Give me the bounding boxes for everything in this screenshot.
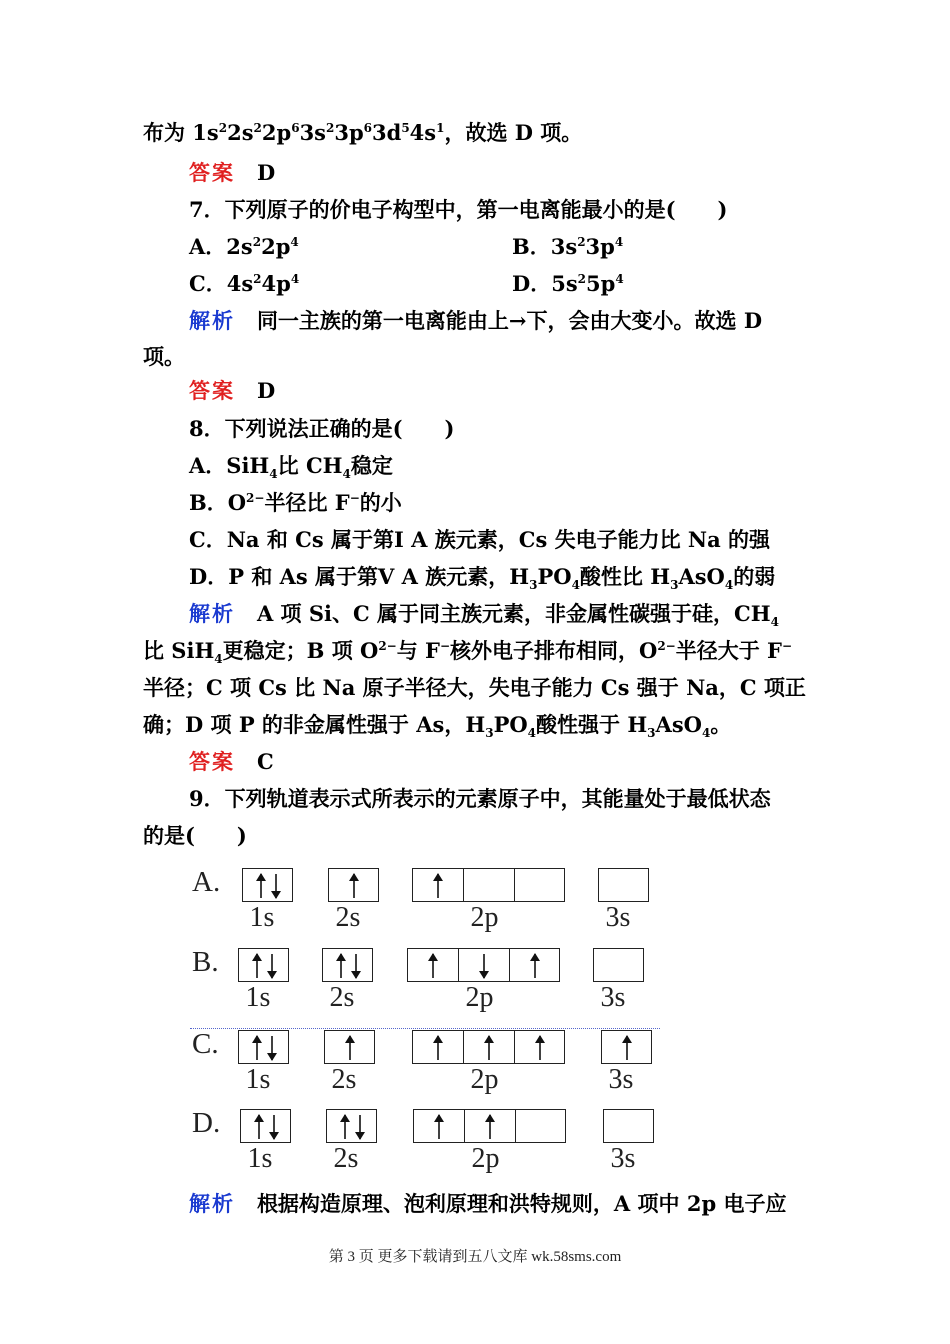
orbital-cell <box>413 869 464 901</box>
electron-up-arrow-icon <box>534 1034 546 1062</box>
orbital-name-3s: 3s <box>600 982 626 1013</box>
electron-up-arrow-icon <box>621 1034 633 1062</box>
electron-down-arrow-icon <box>268 1113 280 1141</box>
orbital-box-1s <box>242 868 293 902</box>
orbital-box-3s <box>601 1030 652 1064</box>
electron-up-arrow-icon <box>253 1113 265 1141</box>
orbital-cell <box>515 869 566 901</box>
orbital-name-2s: 2s <box>333 1143 359 1174</box>
text-line-config: 布为 $1s^22s^22p^63s^23p^63d^54s^1$，故选 D 项。 <box>143 120 583 145</box>
orbital-cell <box>464 1031 515 1063</box>
orbital-cell <box>594 949 645 981</box>
answer-q8: 答案 C <box>189 749 274 774</box>
question-7-stem: 7．下列原子的价电子构型中，第一电离能最小的是( ) <box>189 197 728 222</box>
q7-option-d: D．$5s^25p^4$ <box>512 271 624 296</box>
electron-up-arrow-icon <box>335 952 347 980</box>
orbital-name-1s: 1s <box>245 1064 271 1095</box>
orbital-cell <box>459 949 510 981</box>
orbital-cell <box>329 869 380 901</box>
orbital-box-2s <box>328 868 379 902</box>
page-footer: 第 3 页 更多下载请到五八文库 wk.58sms.com <box>328 1249 622 1265</box>
orbital-box-3s <box>598 868 649 902</box>
q7-option-b: B．$3s^23p^4$ <box>512 234 624 259</box>
orbital-name-3s: 3s <box>608 1064 634 1095</box>
q9-option-label: D. <box>192 1107 221 1139</box>
electron-up-arrow-icon <box>427 952 439 980</box>
electron-down-arrow-icon <box>478 952 490 980</box>
electron-up-arrow-icon <box>483 1034 495 1062</box>
orbital-name-2s: 2s <box>329 982 355 1013</box>
electron-up-arrow-icon <box>432 872 444 900</box>
electron-up-arrow-icon <box>344 1034 356 1062</box>
orbital-cell <box>241 1110 292 1142</box>
orbital-box-2p <box>413 1109 566 1143</box>
electron-up-arrow-icon <box>529 952 541 980</box>
electron-up-arrow-icon <box>348 872 360 900</box>
electron-down-arrow-icon <box>266 952 278 980</box>
q8-option-a: A．SiH$_4$比 $CH_4$稳定 <box>189 453 393 482</box>
q8-option-b: B．$O^{2-}$半径比 F−的小 <box>189 490 402 515</box>
orbital-name-1s: 1s <box>249 902 275 933</box>
q8-analysis-line-3: 半径；C 项 Cs 比 Na 原子半径大，失电子能力 Cs 强于 Na，C 项正 <box>143 675 806 700</box>
answer-q7: 答案 D <box>189 378 276 403</box>
orbital-cell <box>515 1031 566 1063</box>
q7-analysis-line-1: 解析 同一主族的第一电离能由上→下，会由大变小。故选 D <box>189 308 763 333</box>
orbital-box-1s <box>240 1109 291 1143</box>
orbital-cell <box>408 949 459 981</box>
orbital-cell <box>510 949 561 981</box>
orbital-cell <box>602 1031 653 1063</box>
orbital-cell <box>243 869 294 901</box>
q9-analysis-line-1: 解析 根据构造原理、泡利原理和洪特规则，A 项中 2p 电子应 <box>189 1191 787 1216</box>
q7-analysis-line-2: 项。 <box>143 344 185 369</box>
electron-down-arrow-icon <box>354 1113 366 1141</box>
q7-option-c: C．$4s^24p^4$ <box>189 271 300 296</box>
orbital-name-2s: 2s <box>335 902 361 933</box>
orbital-cell <box>239 949 290 981</box>
orbital-cell <box>239 1031 290 1063</box>
electron-up-arrow-icon <box>432 1034 444 1062</box>
orbital-cell <box>327 1110 378 1142</box>
orbital-name-1s: 1s <box>245 982 271 1013</box>
electron-down-arrow-icon <box>266 1034 278 1062</box>
orbital-cell <box>414 1110 465 1142</box>
question-8-stem: 8．下列说法正确的是( ) <box>189 416 455 441</box>
orbital-cell <box>604 1110 655 1142</box>
question-9-stem-line-2: 的是( ) <box>143 823 247 848</box>
electron-up-arrow-icon <box>339 1113 351 1141</box>
orbital-name-2p: 2p <box>470 902 499 933</box>
orbital-box-2s <box>326 1109 377 1143</box>
orbital-name-2p: 2p <box>471 1143 500 1174</box>
q8-analysis-line-2: 比 SiH$_4$更稳定；B 项 $O^{2-}$与 F−核外电子排布相同，$O^{2-}$半径大于 F− <box>143 638 793 667</box>
orbital-cell <box>413 1031 464 1063</box>
dotted-divider <box>190 1028 660 1029</box>
orbital-name-3s: 3s <box>605 902 631 933</box>
electron-up-arrow-icon <box>255 872 267 900</box>
electron-down-arrow-icon <box>270 872 282 900</box>
q9-option-label: A. <box>192 866 221 898</box>
orbital-box-2p <box>412 868 565 902</box>
orbital-cell <box>516 1110 567 1142</box>
orbital-name-2p: 2p <box>465 982 494 1013</box>
q8-analysis-line-4: 确；D 项 P 的非金属性强于 As，$H_3PO_4$酸性强于 $H_3AsO_4$。 <box>143 712 732 741</box>
orbital-name-3s: 3s <box>610 1143 636 1174</box>
q7-option-a: A．$2s^22p^4$ <box>189 234 299 259</box>
electron-down-arrow-icon <box>350 952 362 980</box>
orbital-cell <box>464 869 515 901</box>
answer-q6: 答案 D <box>189 160 276 185</box>
orbital-cell <box>325 1031 376 1063</box>
q9-option-label: C. <box>192 1028 219 1060</box>
orbital-name-1s: 1s <box>247 1143 273 1174</box>
q8-analysis-line-1: 解析 A 项 Si、C 属于同主族元素，非金属性碳强于硅，$CH_4$ <box>189 601 779 630</box>
q9-option-label: B. <box>192 946 219 978</box>
orbital-box-1s <box>238 1030 289 1064</box>
orbital-name-2p: 2p <box>470 1064 499 1095</box>
orbital-cell <box>599 869 650 901</box>
electron-up-arrow-icon <box>484 1113 496 1141</box>
orbital-box-2p <box>407 948 560 982</box>
question-9-stem-line-1: 9．下列轨道表示式所表示的元素原子中，其能量处于最低状态 <box>189 786 771 811</box>
orbital-cell <box>465 1110 516 1142</box>
orbital-name-2s: 2s <box>331 1064 357 1095</box>
orbital-box-3s <box>603 1109 654 1143</box>
orbital-box-2s <box>324 1030 375 1064</box>
orbital-cell <box>323 949 374 981</box>
orbital-box-3s <box>593 948 644 982</box>
orbital-box-1s <box>238 948 289 982</box>
orbital-box-2s <box>322 948 373 982</box>
q8-option-d: D．P 和 As 属于第Ⅴ A 族元素，$H_3PO_4$酸性比 $H_3AsO_4$的弱 <box>189 564 776 593</box>
electron-up-arrow-icon <box>251 1034 263 1062</box>
orbital-box-2p <box>412 1030 565 1064</box>
electron-up-arrow-icon <box>433 1113 445 1141</box>
electron-up-arrow-icon <box>251 952 263 980</box>
q8-option-c: C．Na 和 Cs 属于第Ⅰ A 族元素，Cs 失电子能力比 Na 的强 <box>189 527 770 552</box>
